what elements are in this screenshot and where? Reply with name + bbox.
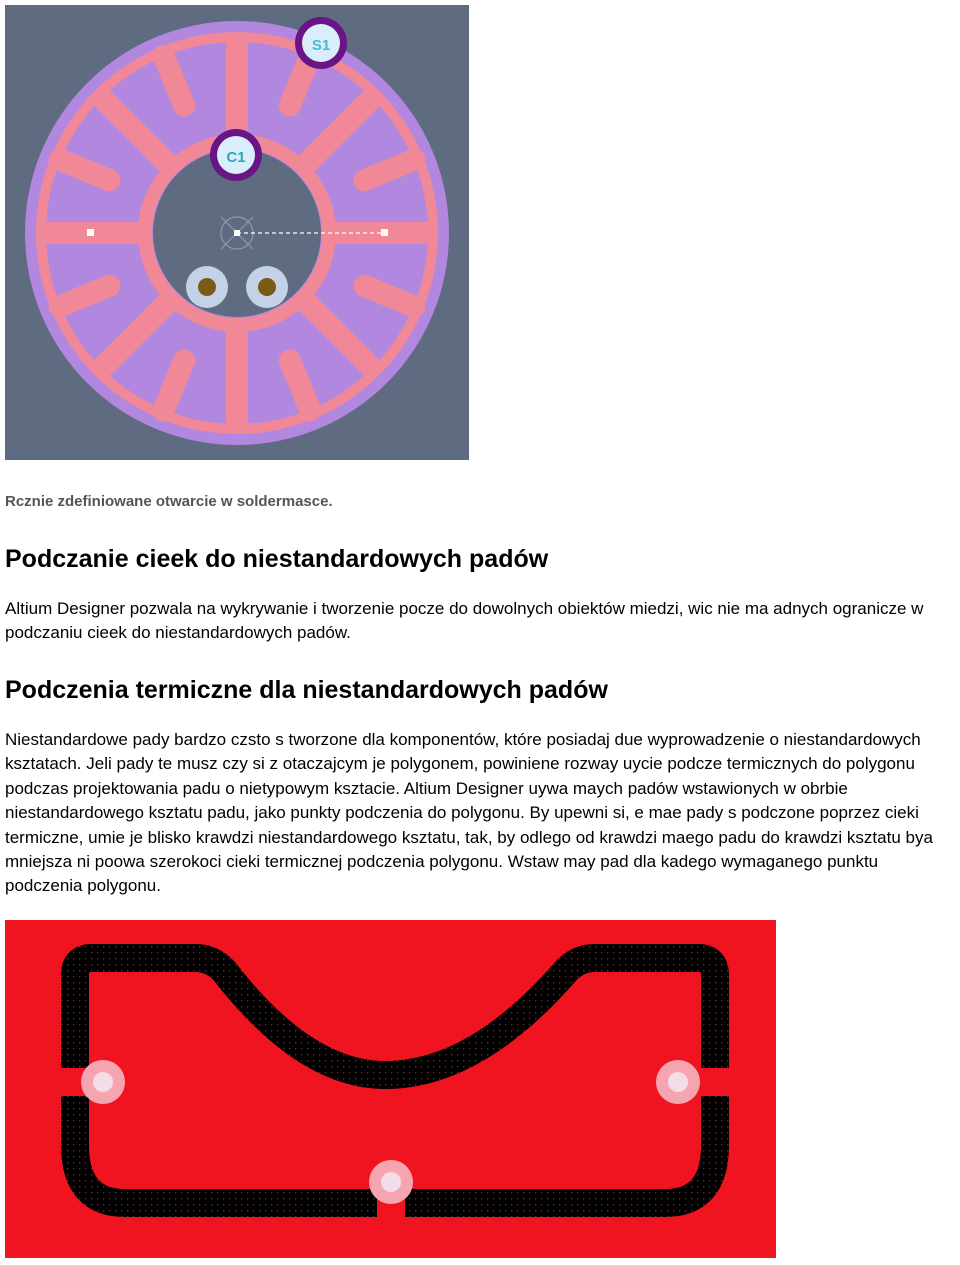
marker-c1-label: C1 bbox=[226, 149, 246, 166]
point-marker-right bbox=[381, 229, 388, 236]
via-left bbox=[186, 266, 228, 308]
point-marker-center bbox=[234, 230, 240, 236]
section-paragraph-track-connections: Altium Designer pozwala na wykrywanie i tworzenie pocze do dowolnych obiektów miedzi, wic nie ma adnych ogranicze w podczaniu cieek do niestandardowych padów. bbox=[5, 599, 924, 643]
soldermask-opening-figure bbox=[5, 5, 469, 460]
connection-pad-right bbox=[656, 1060, 700, 1104]
marker-c1 bbox=[210, 129, 262, 181]
thermal-connection-figure bbox=[5, 920, 776, 1258]
marker-s1-label: S1 bbox=[311, 37, 331, 54]
connection-pad-left bbox=[81, 1060, 125, 1104]
via-right bbox=[246, 266, 288, 308]
marker-s1 bbox=[295, 17, 347, 69]
point-marker-left bbox=[87, 229, 94, 236]
section-paragraph-thermal-connections: Niestandardowe pady bardzo czsto s tworzone dla komponentów, które posiadaj due wyprowadzenie o niestandardowych ksztatach. Jeli pady te musz czy si z otaczajcym je polygonem, powiniene rozway uycie podcze termicznych do polygonu podczas projektowania padu o nietypowym ksztacie. Altium Designer uywa maych padów wstawionych w obrbie niestandardowego ksztatu padu, jako punkty podczenia do polygonu. By upewni si, e mae pady s podczone poprzez cieki termiczne, umie je blisko krawdzi niestandardowego ksztatu, tak, by odlego od krawdzi maego padu do krawdzi ksztatu bya mniejsza ni poowa szerokoci cieki termicznej podczenia polygonu. Wstaw may pad dla kadego wymaganego punktu podczenia polygonu. bbox=[5, 730, 933, 896]
figure-caption: Rcznie zdefiniowane otwarcie w soldermasce. bbox=[5, 493, 333, 510]
section-title-thermal-connections: Podczenia termiczne dla niestandardowych padów bbox=[5, 676, 608, 704]
connection-pad-bottom bbox=[369, 1160, 413, 1204]
section-title-track-connections: Podczanie cieek do niestandardowych padów bbox=[5, 545, 549, 573]
